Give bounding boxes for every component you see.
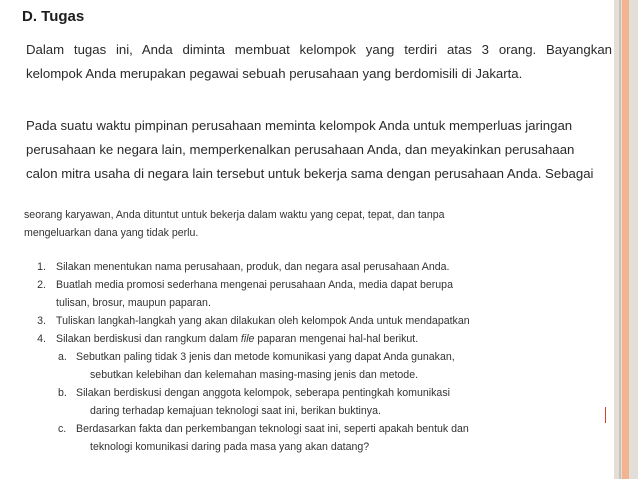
list-item-continuation: tulisan, brosur, maupun paparan. <box>56 297 211 309</box>
sub-list-continuation: teknologi komunikasi daring pada masa yang akan datang? <box>90 441 370 453</box>
sub-list-item <box>24 384 600 402</box>
sub-list-item <box>24 420 600 438</box>
list-item <box>24 312 600 330</box>
list-text: Silakan menentukan nama perusahaan, produk, dan negara asal perusahaan Anda. <box>56 261 450 273</box>
sub-list-letter: a. <box>58 351 67 363</box>
sub-list-letter: b. <box>58 387 67 399</box>
list-number: 2. <box>37 279 46 291</box>
list-number: 4. <box>37 333 46 345</box>
text-line: calon mitra usaha di negara lain tersebut untuk bekerja sama dengan perusahaan Anda. Sebagai <box>26 166 594 181</box>
sub-list-continuation: sebutkan kelebihan dan kelemahan masing-masing jenis dan metode. <box>90 369 419 381</box>
sub-list-item <box>24 348 600 366</box>
continuation-paragraph <box>24 206 600 242</box>
sub-list-text: Berdasarkan fakta dan perkembangan teknologi saat ini, seperti apakah bentuk dan <box>76 423 469 435</box>
text-line: kelompok Anda merupakan pegawai sebuah perusahaan yang berdomisili di Jakarta. <box>26 66 523 81</box>
task-list <box>24 258 600 456</box>
text-line: seorang karyawan, Anda dituntut untuk bekerja dalam waktu yang cepat, tepat, dan tanpa <box>24 209 445 221</box>
text-line: Pada suatu waktu pimpinan perusahaan meminta kelompok Anda untuk memperluas jaringan <box>26 118 573 133</box>
list-text: Tuliskan langkah-langkah yang akan dilakukan oleh kelompok Anda untuk mendapatkan <box>56 315 470 327</box>
intro-paragraph <box>26 38 612 86</box>
list-text: paparan mengenai hal-hal berikut. <box>254 333 419 345</box>
sub-list-letter: c. <box>58 423 67 435</box>
list-number: 1. <box>37 261 46 273</box>
right-divider-line <box>619 0 621 479</box>
list-text: Buatlah media promosi sederhana mengenai perusahaan Anda, media dapat berupa <box>56 279 453 291</box>
context-paragraph <box>26 114 612 186</box>
text-line: Dalam tugas ini, Anda diminta membuat kelompok yang terdiri atas 3 orang. Bayangkan <box>26 42 612 57</box>
sub-list-continuation: daring terhadap kemajuan teknologi saat ini, berikan buktinya. <box>90 405 381 417</box>
list-item <box>24 330 600 348</box>
right-accent-stripe <box>622 0 629 479</box>
text-line: mengeluarkan dana yang tidak perlu. <box>24 227 199 239</box>
list-text-emphasis: file <box>240 333 255 345</box>
text-line: perusahaan ke negara lain, memperkenalkan perusahaan Anda, dan meyakinkan perusahaan <box>26 142 575 157</box>
sub-list-text: Sebutkan paling tidak 3 jenis dan metode komunikasi yang dapat Anda gunakan, <box>76 351 455 363</box>
section-title: D. Tugas <box>22 8 85 25</box>
list-number: 3. <box>37 315 46 327</box>
list-item <box>24 258 600 276</box>
list-text: Silakan berdiskusi dan rangkum dalam <box>56 333 241 345</box>
sub-list-text: Silakan berdiskusi dengan anggota kelompok, seberapa pentingkah komunikasi <box>76 387 450 399</box>
list-item <box>24 276 600 294</box>
text-cursor-mark <box>605 407 606 423</box>
